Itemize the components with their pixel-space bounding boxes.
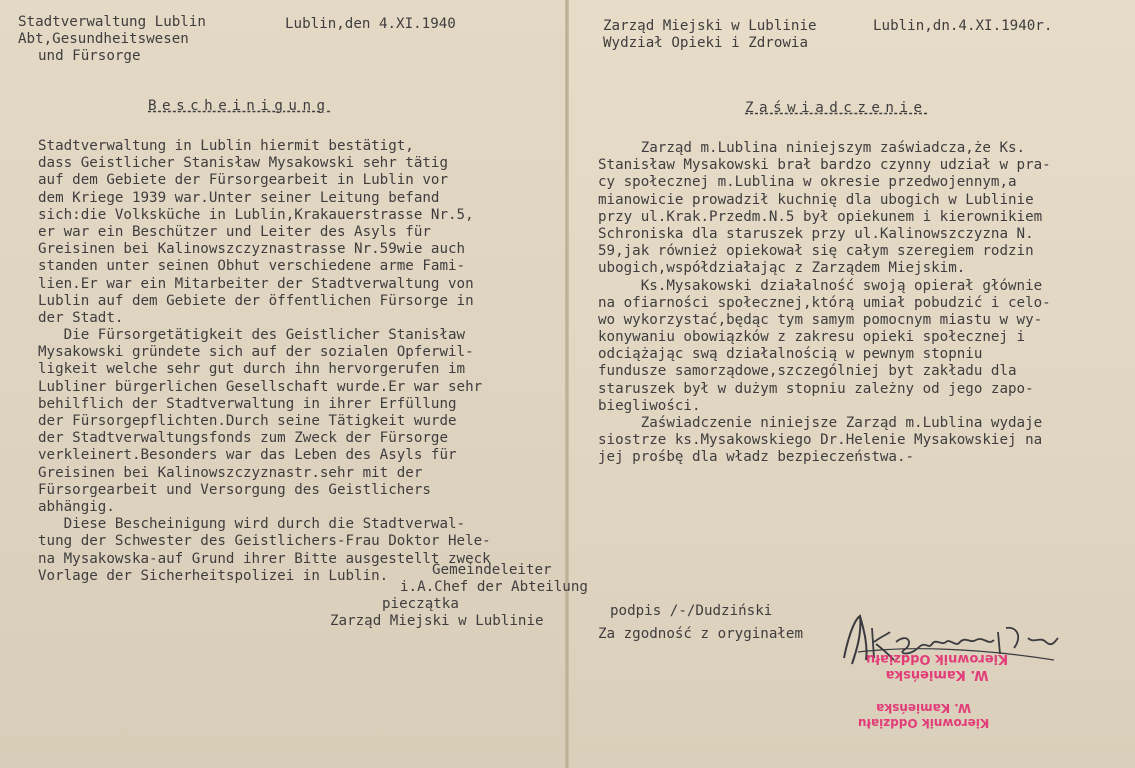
- right-body-line: odciążając swą działalnością w pewnym stopniu: [598, 346, 983, 363]
- left-body-line: Vorlage der Sicherheitspolizei in Lublin.: [38, 567, 389, 584]
- left-date: Lublin,den 4.XI.1940: [285, 16, 456, 32]
- right-body-line: przy ul.Krak.Przedm.N.5 był opiekunem i kierownikiem: [598, 208, 1043, 225]
- right-header-line-2: Wydział Opieki i Zdrowia: [603, 35, 808, 51]
- left-body-line: Die Fürsorgetätigkeit des Geistlicher Stanisław: [38, 327, 466, 344]
- stamp-upper: W. Kamieńska Kierownik Oddziału: [866, 651, 1009, 682]
- left-gemeindeleiter: Gemeindeleiter: [432, 562, 552, 578]
- right-title: Zaświadczenie: [745, 100, 928, 116]
- left-body-line: auf dem Gebiete der Fürsorgearbeit in Lublin vor: [38, 172, 448, 189]
- left-body-line: behilflich der Stadtverwaltung in ihrer Erfüllung: [38, 395, 457, 412]
- right-date: Lublin,dn.4.XI.1940r.: [873, 18, 1053, 34]
- left-podpis: podpis /-/Dudziński: [610, 603, 773, 619]
- left-body-line: dem Kriege 1939 war.Unter seiner Leitung befand: [38, 189, 440, 206]
- left-title: Bescheinigung: [148, 98, 331, 114]
- right-header-line-1: Zarząd Miejski w Lublinie: [603, 18, 817, 34]
- right-body-line: Zaświadczenie niniejsze Zarząd m.Lublina wydaje: [598, 415, 1043, 431]
- left-body-line: der Stadt.: [38, 309, 124, 326]
- page-fold: [565, 0, 569, 768]
- right-body-line: wo wykorzystać,będąc tym samym pomocnym miastu w wy-: [598, 311, 1043, 328]
- left-body-line: tung der Schwester des Geistlichers-Frau Doktor Hele-: [38, 533, 491, 550]
- right-body-line: mianowicie prowadził kuchnię dla ubogich w Lublinie: [598, 191, 1034, 208]
- left-zarzad: Zarząd Miejski w Lublinie: [330, 613, 544, 629]
- left-header-line-1: Stadtverwaltung Lublin: [18, 14, 206, 30]
- left-body-line: Lubliner bürgerlichen Gesellschaft wurde.Er war sehr: [38, 378, 483, 395]
- left-body-line: er war ein Beschützer und Leiter des Asyls für: [38, 223, 431, 240]
- right-body-line: konywaniu obowiązków z zakresu opieki społecznej i: [598, 329, 1026, 346]
- right-body-line: jej prośbę dla władz bezpieczeństwa.-: [598, 449, 915, 466]
- right-body-line: siostrze ks.Mysakowskiego Dr.Helenie Mysakowskiej na: [598, 432, 1043, 449]
- right-body: [598, 140, 1051, 467]
- left-body-line: abhängig.: [38, 498, 115, 515]
- left-body-line: standen unter seinen Obhut verschiedene arme Fami-: [38, 258, 466, 275]
- right-body-line: cy społecznej m.Lublina w okresie przedwojennym,a: [598, 174, 1017, 191]
- left-body-line: der Fürsorgepflichten.Durch seine Tätigkeit wurde: [38, 413, 457, 429]
- right-body-line: Schroniska dla staruszek przy ul.Kalinowszczyzna N.: [598, 225, 1034, 242]
- left-body-line: na Mysakowska-auf Grund ihrer Bitte ausgestellt zweck: [38, 550, 491, 567]
- left-body-line: Greisinen bei Kalinowszczyznastr.sehr mit der: [38, 464, 423, 481]
- right-body-line: Stanisław Mysakowski brał bardzo czynny udział w pra-: [598, 157, 1051, 174]
- left-pieczatka: pieczątka: [382, 596, 459, 612]
- stamp-lower: Kierownik Oddziału W. Kamieńska: [858, 701, 990, 730]
- left-body-line: Greisinen bei Kalinowszczyznastrasse Nr.59wie auch: [38, 241, 466, 258]
- left-chef: i.A.Chef der Abteilung: [400, 579, 588, 595]
- left-body-line: lien.Er war ein Mitarbeiter der Stadtverwaltung von: [38, 275, 474, 292]
- left-body-line: sich:die Volksküche in Lublin,Krakauerstrasse Nr.5,: [38, 206, 474, 223]
- right-body-line: ubogich,współdziałając z Zarządem Miejskim.: [598, 260, 966, 277]
- left-body-line: Diese Bescheinigung wird durch die Stadtverwal-: [38, 516, 466, 533]
- right-body-line: biegliwości.: [598, 397, 701, 414]
- left-body-line: der Stadtverwaltungsfonds zum Zweck der Fürsorge: [38, 430, 448, 447]
- left-body-line: Mysakowski gründete sich auf der sozialen Opferwil-: [38, 344, 474, 361]
- left-zgodnosc: Za zgodność z oryginałem: [598, 626, 803, 642]
- left-body-line: verkleinert.Besonders war das Leben des Asyls für: [38, 447, 457, 464]
- right-body-line: Ks.Mysakowski działalność swoją opierał głównie: [598, 277, 1043, 294]
- left-body-line: Lublin auf dem Gebiete der öffentlichen Fürsorge in: [38, 292, 474, 309]
- right-body-line: na ofiarności społecznej,którą umiał pobudzić i celo-: [598, 294, 1051, 311]
- left-body-line: ligkeit welche sehr gut durch ihn hervorgerufen im: [38, 361, 466, 378]
- right-body-line: staruszek był w dużym stopniu zależny od jego zapo-: [598, 380, 1034, 397]
- left-body-line: dass Geistlicher Stanisław Mysakowski sehr tätig: [38, 155, 448, 172]
- left-body-line: Fürsorgearbeit und Versorgung des Geistlichers: [38, 481, 431, 498]
- right-body-line: fundusze samorządowe,szczególniej byt zakładu dla: [598, 363, 1017, 380]
- left-header-line-3: und Fürsorge: [38, 48, 141, 64]
- left-body-line: Stadtverwaltung in Lublin hiermit bestätigt,: [38, 138, 414, 154]
- right-body-line: Zarząd m.Lublina niniejszym zaświadcza,że Ks.: [598, 140, 1026, 156]
- left-body: [38, 138, 491, 585]
- right-body-line: 59,jak również opiekował się całym szeregiem rodzin: [598, 243, 1034, 260]
- left-header-line-2: Abt,Gesundheitswesen: [18, 31, 189, 47]
